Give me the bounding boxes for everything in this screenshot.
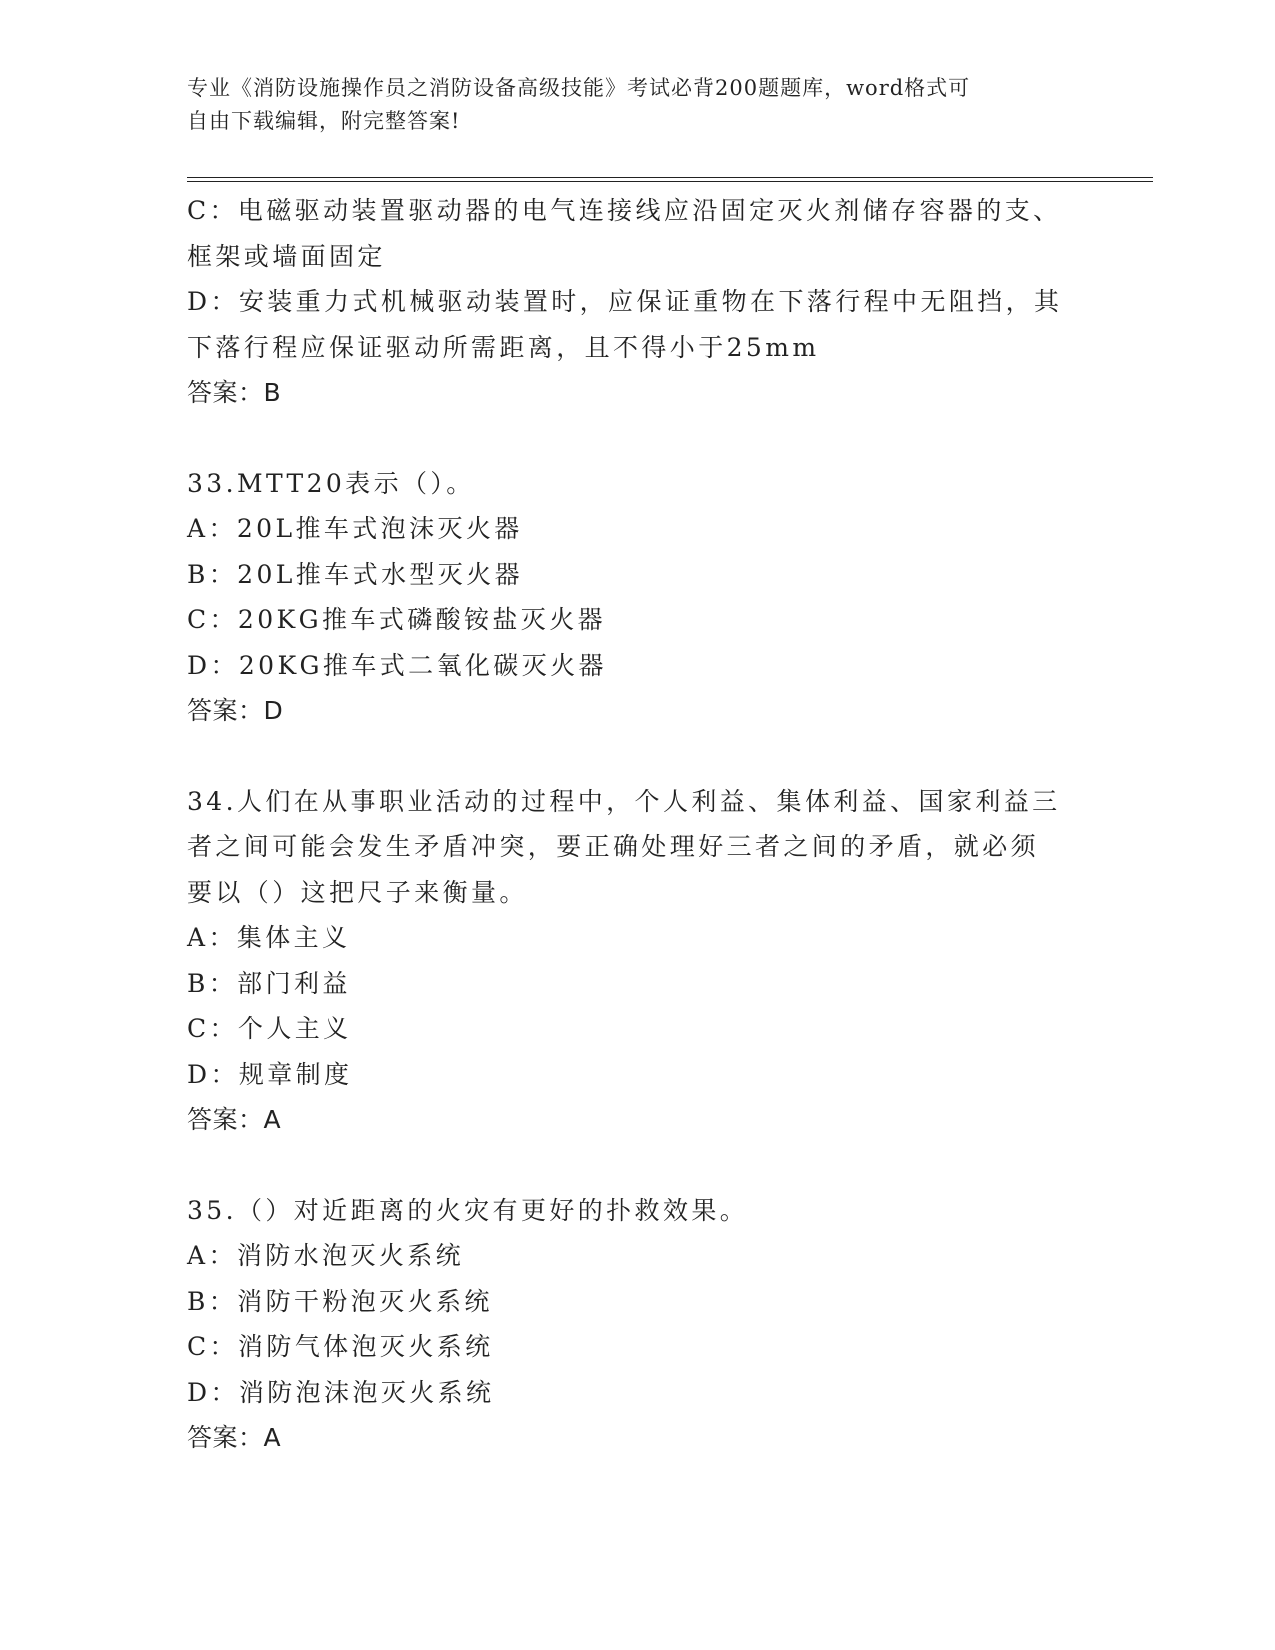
option-b: B：消防干粉泡灭火系统	[187, 1286, 493, 1316]
option-a: A：集体主义	[187, 923, 351, 952]
option-c-line-1: C：电磁驱动装置驱动器的电气连接线应沿固定灭火剂储存容器的支、	[187, 196, 1062, 225]
option-c: C：消防气体泡灭火系统	[187, 1332, 494, 1361]
question-text-line-2: 者之间可能会发生矛盾冲突，要正确处理好三者之间的矛盾，就必须	[187, 832, 1040, 861]
question-text-line-3: 要以（）这把尺子来衡量。	[187, 877, 528, 907]
option-a: A：20L推车式泡沫灭火器	[187, 514, 523, 543]
question-35	[187, 1188, 1087, 1461]
option-c: C：20KG推车式磷酸铵盐灭火器	[187, 605, 606, 634]
spacer	[187, 416, 1087, 461]
option-c-line-2: 框架或墙面固定	[187, 241, 386, 271]
option-b: B：20L推车式水型灭火器	[187, 559, 523, 589]
header-line-1: 专业《消防设施操作员之消防设备高级技能》考试必背200题题库，word格式可	[187, 76, 971, 100]
option-d: D：规章制度	[187, 1059, 353, 1089]
option-c: C：个人主义	[187, 1014, 352, 1043]
option-b: B：部门利益	[187, 968, 351, 998]
option-d-line-1: D：安装重力式机械驱动装置时，应保证重物在下落行程中无阻挡，其	[187, 287, 1063, 316]
question-list	[187, 188, 1087, 1461]
question-33	[187, 461, 1087, 734]
answer: 答案：A	[187, 1105, 282, 1134]
answer: 答案：A	[187, 1423, 282, 1452]
option-d: D：消防泡沫泡灭火系统	[187, 1377, 495, 1407]
header-divider-bottom	[187, 181, 1153, 182]
spacer	[187, 1143, 1087, 1188]
question-34	[187, 779, 1087, 1143]
option-a: A：消防水泡灭火系统	[187, 1241, 465, 1270]
document-header	[187, 72, 1067, 138]
header-divider-top	[187, 177, 1153, 178]
spacer	[187, 734, 1087, 779]
answer: 答案：D	[187, 696, 284, 725]
question-text: 35.（）对近距离的火灾有更好的扑救效果。	[187, 1195, 749, 1225]
answer: 答案：B	[187, 378, 282, 407]
option-d: D：20KG推车式二氧化碳灭火器	[187, 650, 607, 680]
header-line-2: 自由下载编辑，附完整答案!	[187, 109, 461, 133]
question-32-continued	[187, 188, 1087, 416]
option-d-line-2: 下落行程应保证驱动所需距离，且不得小于25mm	[187, 332, 820, 362]
question-text: 33.MTT20表示（）。	[187, 468, 475, 498]
question-text-line-1: 34.人们在从事职业活动的过程中，个人利益、集体利益、国家利益三	[187, 786, 1061, 816]
